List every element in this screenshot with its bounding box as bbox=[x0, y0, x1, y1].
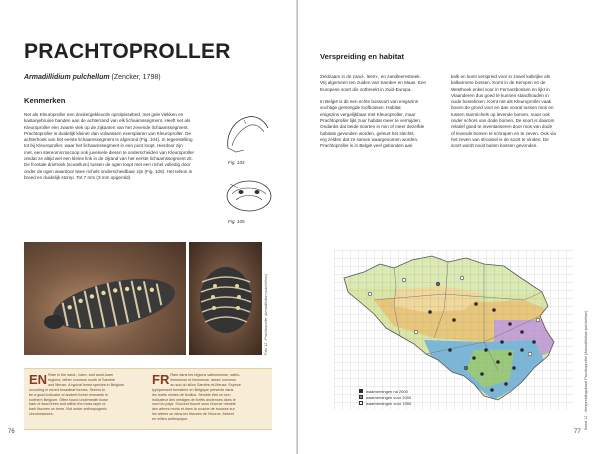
page-number-right: 77 bbox=[574, 429, 581, 435]
photo-pillbug-side bbox=[24, 242, 186, 355]
text-line: habitats gevonden worden, geleurt het slechts bbox=[320, 130, 414, 136]
species-author: (Zencker, 1798) bbox=[111, 74, 161, 81]
summary-box bbox=[24, 368, 272, 430]
summary-line: au sud du sillon Sambre-et-Meuse. Espèce bbox=[170, 382, 241, 387]
summary-french bbox=[152, 373, 269, 422]
distribution-text-col1 bbox=[320, 74, 445, 150]
text-line: In België is dit een echte bossoort van enigszins bbox=[320, 99, 419, 105]
text-line: boven de grond voor en dan vooral tussen mos en bbox=[451, 105, 554, 111]
distribution-map bbox=[334, 250, 574, 410]
text-line: oude bosrelicten. Komt net als Kleuroproller vaak bbox=[451, 99, 552, 105]
text-line: Westhoek enkel voor in Fernarsbossen en lijkt in bbox=[451, 86, 550, 92]
photo-caption: Foto 12 - Prachtoproller (Armadillidium pulchellum) bbox=[264, 274, 268, 355]
text-line: Prachtoproller lijkt zuur habitat meer te vermijden. bbox=[320, 118, 422, 124]
text-line: Prachtoproller is duidelijk kleiner dan volwassen exemplaren van Kleuroproller. De bbox=[24, 130, 191, 136]
map-legend bbox=[359, 388, 411, 406]
legend-label: waarnemingen voor 1950 bbox=[366, 400, 412, 406]
figure-105-drawing bbox=[222, 172, 276, 218]
summary-line: les forêts mixtes de feuillus. Semble être un bon bbox=[152, 392, 231, 397]
map-caption: Kaart 12 - Verspreidingskaart Prachtoproller (Armadillidium pulchellum) bbox=[584, 310, 588, 430]
species-name: Armadillidium pulchellum bbox=[24, 74, 110, 81]
legend-symbol-filled bbox=[359, 389, 363, 393]
page-number-left: 76 bbox=[8, 429, 15, 435]
text-line: Prachtoproller is in België veel gebonden aan bbox=[320, 143, 413, 149]
text-line: of levende bomen te schrapen en te zeven. Ook via bbox=[451, 130, 556, 136]
summary-line: bark fissures on trees. Not under anthropogenic bbox=[29, 407, 107, 412]
summary-line: occurring in mixed broadleaf forests. Seems to bbox=[29, 387, 106, 392]
description-text bbox=[24, 112, 214, 181]
section-heading-kenmerken: Kenmerken bbox=[24, 96, 66, 105]
text-line: erg zelden dat ze samen waargenomen worden. bbox=[320, 136, 419, 142]
text-line: kastanjebruine banden aan de achterrand van elk lichaamssegment. Heeft net als bbox=[24, 118, 191, 124]
distribution-text-col2 bbox=[451, 74, 577, 150]
text-line: Europese soort die ontbreekt in Zuid-Europa. bbox=[320, 86, 412, 92]
section-heading-verspreiding: Verspreiding en habitat bbox=[320, 52, 404, 61]
summary-line: les arbres ou dans les fissures de l'écorce. Absent bbox=[152, 412, 234, 417]
summary-line: Rare in the sand-, loam- and sand-loam bbox=[48, 373, 114, 377]
summary-line: be a good indicator of ancient forest remnants in bbox=[29, 392, 108, 397]
text-line: onder schors van dode bomen. De soort is daarom bbox=[451, 118, 555, 124]
text-line: tussen stamrichels op levende bomen, maar ook bbox=[451, 111, 550, 117]
text-line: Vlaanderen dus goed te kunnen standhouden in bbox=[451, 92, 549, 98]
text-line: soort wordt nooit buiten bossen gevonden. bbox=[451, 143, 538, 149]
summary-line: indicateur des vestiges de forêts anciennes dans le bbox=[152, 397, 236, 402]
legend-label: waarnemingen voor 2000 bbox=[366, 394, 412, 400]
text-line: relatief goed te inventariseren door mos van dode bbox=[451, 124, 553, 130]
summary-english bbox=[29, 373, 146, 417]
figure-105-label: Fig. 105 bbox=[228, 219, 245, 224]
text-line: kalk en komt verspreid voor in zowel kalkrijke als bbox=[451, 74, 551, 79]
species-line bbox=[24, 74, 161, 81]
summary-line: Rare dans les régions sablonneuse, sablo- bbox=[170, 373, 241, 377]
text-line: achterhoek van het eerste lichaamssegment is afgerond (Fig. 104). In tegenstelling bbox=[24, 137, 193, 143]
text-line: kalkarmere bossen. Komt in de Kempen en de bbox=[451, 80, 546, 86]
summary-line: en milieu anthropique. bbox=[152, 417, 189, 422]
text-line: tot bij Kleuroproller, waar het lichaamssegment in een punt loopt. Hierdoor zijn bbox=[24, 143, 183, 149]
text-line: Kleuroproller een zwarte vlek op de zijkanten van het zevende lichaamssegment. bbox=[24, 124, 189, 130]
figure-104-drawing bbox=[222, 112, 274, 158]
text-line: breed en duidelijk stomp. Tot 7 mm (3 mm opgerold). bbox=[24, 174, 132, 180]
dropcap-fr: FR bbox=[152, 372, 170, 387]
summary-line: nord du pays. Souvent trouvé sous l'écorce meuble bbox=[152, 402, 236, 407]
text-line: Ondanks dat beide soorten in min of meer dezelfde bbox=[320, 124, 425, 130]
figure-104-label: Fig. 104 bbox=[228, 160, 245, 165]
text-line: onder de ogen waardoor twee richels onderscheidbaar zijn (Fig. 105). Het telson is bbox=[24, 168, 193, 174]
legend-item bbox=[359, 388, 411, 394]
summary-line: des arbres morts et dans la couche de mousse sur bbox=[152, 407, 235, 412]
rolled-pillbug-illustration bbox=[189, 242, 262, 355]
text-line: enigszins vergelijkbaar met Kleuroproller, maar bbox=[320, 111, 416, 117]
page-title: PRACHTOPROLLER bbox=[24, 40, 231, 63]
summary-line: typiquement forestière en Belgique présente dans bbox=[152, 387, 234, 392]
pillbug-illustration bbox=[24, 242, 186, 355]
legend-label: waarnemingen na 2000 bbox=[366, 388, 408, 394]
text-line: Vrij algemeen ten zuiden van Samber en Maas. Een bbox=[320, 80, 427, 86]
text-line: De frontale driehoek (scutellum) tussen de ogen loopt met een richel volledig door bbox=[24, 162, 191, 168]
legend-symbol-dotted bbox=[359, 395, 363, 399]
legend-item bbox=[359, 400, 411, 406]
photo-pillbug-rolled bbox=[189, 242, 262, 355]
left-page bbox=[0, 0, 297, 454]
text-line: omdat ze altijd wel een kleine link in de zijrand van het eerste lichaamssegment zit. bbox=[24, 156, 193, 162]
summary-line: circumstances. bbox=[29, 412, 54, 417]
summary-line: northern Belgium. Often found underneath loose bbox=[29, 397, 108, 402]
text-line: Zeldzaam in de zand-, leem-, en zandleemstreek. bbox=[320, 74, 421, 79]
summary-line: and Meuse. A typical forest species in Belgium bbox=[48, 382, 124, 387]
text-line: Net als Kleuroproller een donkergekleurde oprolpissebed, met gele vlekken en bbox=[24, 112, 184, 117]
text-line: met, een stereomicroscoop ook juveniele dieren te onderscheiden van Kleuroproller bbox=[24, 149, 195, 155]
dropcap-en: EN bbox=[29, 372, 48, 387]
summary-line: regions; rather common south of Sambre bbox=[48, 377, 116, 382]
legend-symbol-open bbox=[359, 401, 363, 405]
legend-item bbox=[359, 394, 411, 400]
summary-line: bark of dead trees and within the moss layer or bbox=[29, 402, 106, 407]
summary-line: limoneuse et limoneuse, assez commun bbox=[170, 377, 236, 382]
text-line: vochtige gemengde loofbossen. Habitat bbox=[320, 105, 401, 111]
text-line: het zeven van strooisel is de soort te vinden. De bbox=[451, 136, 549, 142]
